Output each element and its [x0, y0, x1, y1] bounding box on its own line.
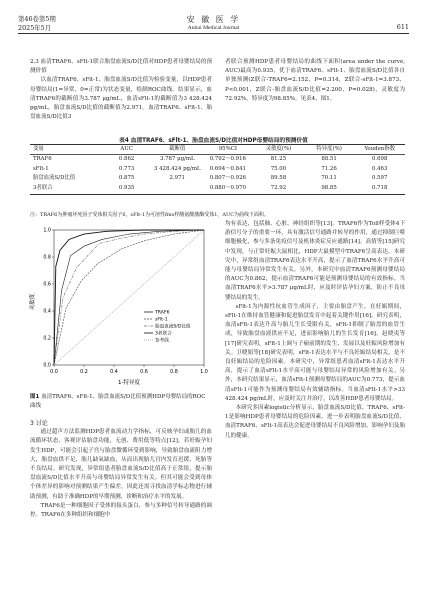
table-cell: 0.698 [371, 155, 388, 162]
right-column-bottom [225, 220, 405, 441]
table-cell: 胎盘血流S/D比值 [33, 175, 76, 182]
table-header-cell: Youden指数 [364, 146, 396, 152]
legend-entry: sFlt-1 [155, 317, 168, 323]
section-heading: 2.3 血清TRAF6、sFlt-1联合胎盘血流S/D比值对HDP患者母婴结局的预测价值 [30, 59, 212, 75]
journal-title: 安 徽 医 学 [186, 15, 241, 24]
table-cell: 3 428.424 pg/mL [153, 165, 201, 172]
table-cell: 71.26 [321, 165, 337, 172]
x-tick-label: 0.8 [170, 370, 178, 375]
roc-chart [26, 222, 216, 390]
y-tick-label: 1.0 [43, 228, 51, 234]
journal-subtitle: Anhui Medical Journal [187, 25, 240, 31]
table-cell: 0.880～0.970 [209, 185, 246, 192]
y-tick-label: 0.0 [43, 363, 51, 369]
figure-caption-label: 图1 [30, 394, 40, 400]
table-cell: 0.792～0.916 [209, 155, 246, 162]
table-caption: 表4 血清TRAF6、sFlt-1、胎盘血流S/D比值对HDP母婴结局的预测价值 [119, 138, 308, 144]
page-number: 611 [396, 23, 409, 31]
x-tick-label: 0.4 [110, 370, 118, 375]
body-paragraph: sFlt-1为内源性抗血管生成因子，主要由胎盘产生，在妊娠期间，sFlt-1在维持血管健康和促进胎盘发育中起着关键作用[16]。研究表明，血清sFlt-1表达升高与胎儿生长受限有关，sFlt-1抑制了胎盘的血管生成，导致胎盘血液供应不足，进而影响胎儿的生长发育[16]。赵晓夷等[17]研究表明，sFlt-1上调与子痫前期的发生、发展以及妊娠风险增加有关。卫晓娟等[18]研究表明，sFlt-1表达水平与不良妊娠结局相关，是不良妊娠结局的危险因素。本研究中，异常组患者血清sFlt-1表达水平升高，提示了血清sFlt-1水平高可能与母婴结局异常的风险增加有关。另外，本研究结果显示，血清sFlt-1预测母婴结局的AUC为0.773，提示血清sFlt-1可能作为预测母婴结局有效辅助指标。当血清sFlt-1水平>33 428.424 pg/mL时，应及时关注并治疗，以改善HDP患者母婴结局。 [225, 303, 405, 402]
table-cell: 0.935 [118, 185, 135, 192]
header-rule [18, 33, 409, 34]
table-cell: 98.85 [321, 185, 337, 192]
y-tick-label: 0.4 [43, 309, 51, 315]
table-header-cell: 特异度(%) [316, 146, 342, 152]
table-row [30, 155, 405, 165]
x-tick-label: 0.0 [50, 370, 58, 375]
y-tick-label: 0.6 [43, 282, 51, 288]
x-tick-label: 0.2 [80, 370, 88, 375]
table-cell: 2.971 [169, 175, 185, 182]
table-row [30, 174, 405, 184]
table-cell: 0.862 [118, 155, 135, 162]
volume-label: 第46卷第5期 [18, 15, 56, 23]
body-paragraph: TRAF6是一种细胞因子受体的接头蛋白，参与多种信号转导通路的调控。TRAF6在多种组织和细胞中 [30, 502, 212, 519]
table-header-cell: 截断值 [169, 146, 186, 152]
table-cell [152, 184, 203, 194]
body-paragraph: 以血清TRAF6、sFlt-1、胎盘血流S/D比值为检验变量，以HDP患者母婴结局(1=异常，0=正常)为状态变量，绘制ROC曲线。结果显示，血清TRAF6的截断值为3.787 μg/mL，血清sFlt-1的截断值为3 428.424 pg/mL，胎盘血流S/D比值的截断值为2.971。血清TRAF6、sFlt-1、胎盘血流S/D比值3 [30, 77, 212, 121]
body-paragraph: 本研究多因素logistic分析显示，胎盘血流S/D比值、TRAF6、sFlt-1是影响HDP患者母婴结局的危险因素，进一步表明胎盘血流S/D比值、血清TRAF6、sFlt-1高表达会促进母婴结局不良风险增加，影响孕妇及胎儿的健康。 [225, 405, 405, 439]
legend-entry: 胎盘血流S/D比值 [155, 324, 191, 330]
roc-series-line [54, 230, 204, 365]
table-header-row [30, 145, 405, 155]
table-cell: 81.25 [270, 155, 287, 162]
figure-caption-text: 血清TRAF6、sFlt-1、胎盘血流S/D比值预测HDP母婴结局的ROC曲线 [30, 394, 206, 409]
x-axis-label: 1-特异度 [118, 380, 140, 386]
table-cell: 72.92 [270, 185, 287, 192]
table-cell: 89.58 [270, 175, 287, 182]
table-cell: 3.787 μg/mL [159, 155, 195, 162]
results-table [30, 144, 405, 195]
x-tick-label: 1.0 [200, 370, 208, 375]
table-row [30, 184, 405, 194]
running-header [18, 14, 409, 50]
table-cell: 3者联合 [33, 185, 53, 192]
legend-entry: 3者联合 [155, 331, 172, 337]
y-axis-label: 灵敏度 [30, 293, 36, 311]
table-cell: 75.00 [270, 165, 287, 172]
right-column-top [225, 58, 405, 104]
body-paragraph: 者联合预测HDP患者母婴结局的曲线下面积(area under the curve, AUC)最高为0.935，优于血清TRAF6、sFlt-1、胎盘血流S/D比值各自单独预测(Z联合-TRAF6=2.152、P=0.314，Z联合-sFlt-1=3.873、P<0.001，Z联合-胎盘血流S/D比值=2.200、P=0.028)，灵敏度为72.92%，特异度为98.85%。见表4、图1。 [225, 59, 405, 102]
table-note: 注：TRAF6为肿瘤坏死因子受体相关因子6，sFlt-1为可溶性fms样酪氨酸激酶受体1，AUC为曲线下面积。 [30, 212, 270, 218]
table-cell: 0.807～0.926 [209, 175, 246, 182]
y-tick-label: 0.2 [43, 336, 51, 342]
table-cell: 0.597 [371, 175, 388, 182]
table-header-cell: AUC [120, 146, 133, 152]
table-cell: 0.463 [371, 165, 388, 172]
table-cell: 0.875 [118, 175, 135, 182]
table-cell: 88.51 [321, 155, 337, 162]
body-paragraph: 通过超声方法监测HDP患者血流动力学指标，可反映孕妇或胎儿的血流循环状态，客观评估胎盘功能，无创、费用低等特点[12]。若妊娠孕妇发生HDP，可能会引起子宫与胎盘微循环受到影响，导致胎盘血流阻力增大，胎盘血供不足，胎儿缺氧缺血，从而出现胎儿宫内发育迟缓、死胎等不良结局。研究发现，异常组患者胎盘血流S/D比值高于正常组，提示胎盘血流S/D比值水平升高与母婴结局异常发生有关。但其可能会受到母体个体差异的影响对预测结果产生偏差，因此还需寻找血清学标志物进行辅助预测，有助于准确HDP的早期预测、诊断和治疗水平的发展。 [30, 429, 212, 500]
section-heading: 3 讨论 [30, 420, 48, 427]
left-column-bottom [30, 419, 212, 520]
table-row [30, 165, 405, 175]
legend-entry: TRAF6 [155, 310, 170, 316]
table-cell: TRAF6 [33, 155, 52, 162]
table-header-cell: 变量 [33, 146, 44, 152]
table-cell: 0.773 [118, 165, 135, 172]
y-tick-label: 0.8 [43, 255, 51, 261]
figure-caption [30, 393, 210, 411]
table-header-cell: 95%CI [218, 146, 237, 152]
body-paragraph: 均有表达，包括肺、心脏、神经组织等[13]。TRAF6作为Toll样受体4下游信号分子的重要一环，具有激活信号通路并转导的作用，通过抑制巨噬细胞极化，参与多条免疫信号及机体炎症反应通路[14]。高情等[15]研究中发现，与正常妊娠大鼠相比，HDP大鼠模型中TRAF6呈高表达。本研究中，异常组血清TRAF6表达水平升高，提示了血清TRAF6水平升高可能与母婴结局异常发生有关。另外，本研究中血清TRAF6预测母婴结局的AUC为0.862，提示血清TRAF6可能是预测母婴结局的有效指标。当血清TRAF6水平>3.787 μg/mL时，应及时评估孕妇方案，防止不良母婴结局的发生。 [225, 221, 405, 301]
table-cell: 0.718 [371, 185, 388, 192]
date-label: 2025年5月 [18, 24, 52, 32]
table-cell: sFlt-1 [33, 165, 49, 172]
table-cell: 70.11 [321, 175, 337, 182]
table-cell: 0.694～0.841 [209, 165, 246, 172]
x-tick-label: 0.6 [140, 370, 148, 375]
legend-entry: 参考线 [155, 338, 169, 344]
left-column-top [30, 58, 212, 122]
table-header-cell: 灵敏度(%) [265, 146, 292, 152]
